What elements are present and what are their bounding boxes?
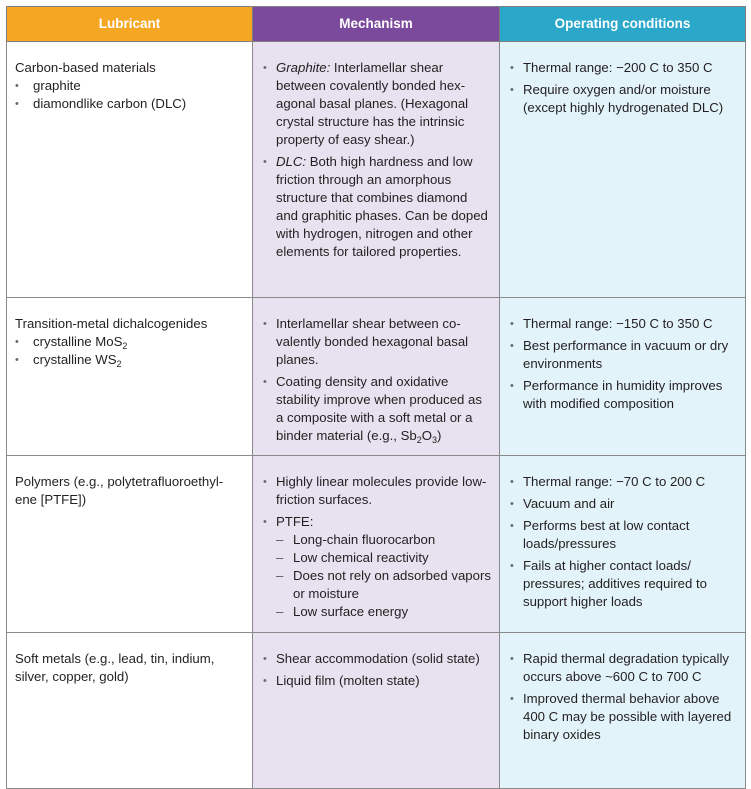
list-item: • crystalline MoS$_2$ <box>15 333 244 351</box>
list-item: • Rapid thermal degradation typically occurs above ~600 C to 700 C <box>510 650 737 686</box>
table-row <box>7 42 746 298</box>
list-item: • Thermal range: −70 C to 200 C <box>510 473 737 491</box>
conditions-cell <box>500 633 746 789</box>
lubricant-title: Transition-metal dichalcogenides <box>15 316 208 331</box>
conditions-cell <box>500 298 746 456</box>
list-item: • diamondlike carbon (DLC) <box>15 95 244 113</box>
lubricant-list <box>15 77 244 113</box>
mechanism-cell <box>253 633 500 789</box>
list-item <box>263 153 491 261</box>
list-item: • Coating density and oxidative stability improve when produced as a composite with a soft metal or a binder material (e.g., $Sb_2O_3$) <box>263 373 491 445</box>
list-item: • Best performance in vacuum or dry environments <box>510 337 737 373</box>
list-item: • Performs best at low contact loads/pressures <box>510 517 737 553</box>
header-lubricant: Lubricant <box>7 7 253 42</box>
table-row <box>7 456 746 633</box>
dlc-label: DLC: <box>276 154 307 169</box>
list-item: • Performance in humidity improves with modified composition <box>510 377 737 413</box>
list-item: • graphite <box>15 77 244 95</box>
dlc-text: Both high hardness and low friction through an amorphous structure that combines diamond and graphitic phases. Can be doped with hydrogen, nitrogen and other elements for tailored properties. <box>276 154 488 259</box>
graphite-label: Graphite: <box>276 60 331 75</box>
lubricant-title: Carbon-based materials <box>15 60 156 75</box>
list-item <box>263 59 491 149</box>
sublist-item: – Low surface energy <box>276 603 491 621</box>
list-item <box>263 513 491 621</box>
list-item: • Fails at higher contact loads/ pressures; additives required to support higher loads <box>510 557 737 611</box>
lubricant-cell <box>7 633 253 789</box>
conditions-cell <box>500 42 746 298</box>
header-row <box>7 7 746 42</box>
lubricants-table <box>6 6 746 789</box>
mechanism-cell <box>253 298 500 456</box>
list-item: • Thermal range: −150 C to 350 C <box>510 315 737 333</box>
ptfe-label: • PTFE: <box>276 514 314 529</box>
table-row <box>7 298 746 456</box>
table-row <box>7 633 746 789</box>
sublist-item: – Low chemical reactivity <box>276 549 491 567</box>
lubricant-cell <box>7 298 253 456</box>
sublist-item: – Does not rely on adsorbed vapors or moisture <box>276 567 491 603</box>
mechanism-cell <box>253 456 500 633</box>
list-item: • Shear accommodation (solid state) <box>263 650 491 668</box>
header-mechanism: Mechanism <box>253 7 500 42</box>
lubricant-cell <box>7 42 253 298</box>
graphite-text: Interlamellar shear between covalently bonded hex-agonal basal planes. (Hexagonal crystal structure has the intrinsic property of easy shear.) <box>276 60 469 147</box>
conditions-cell <box>500 456 746 633</box>
lubricant-cell <box>7 456 253 633</box>
list-item: • Highly linear molecules provide low-friction surfaces. <box>263 473 491 509</box>
list-item: • Improved thermal behavior above 400 C may be possible with layered binary oxides <box>510 690 737 744</box>
lubricant-title: Polymers (e.g., polytetrafluoroethyl-ene [PTFE]) <box>15 474 224 507</box>
list-item: • Interlamellar shear between co-valently bonded hexagonal basal planes. <box>263 315 491 369</box>
sublist-item: – Long-chain fluorocarbon <box>276 531 491 549</box>
ptfe-sublist <box>276 531 491 621</box>
lubricant-list <box>15 333 244 369</box>
list-item: • crystalline $WS_2$ <box>15 351 244 369</box>
lubricant-title: Soft metals (e.g., lead, tin, indium, silver, copper, gold) <box>15 651 215 684</box>
list-item: • Require oxygen and/or moisture (except highly hydrogenated DLC) <box>510 81 737 117</box>
header-operating-conditions: Operating conditions <box>500 7 746 42</box>
list-item: • Vacuum and air <box>510 495 737 513</box>
list-item: • Liquid film (molten state) <box>263 672 491 690</box>
list-item: • Thermal range: −200 C to 350 C <box>510 59 737 77</box>
mechanism-cell <box>253 42 500 298</box>
